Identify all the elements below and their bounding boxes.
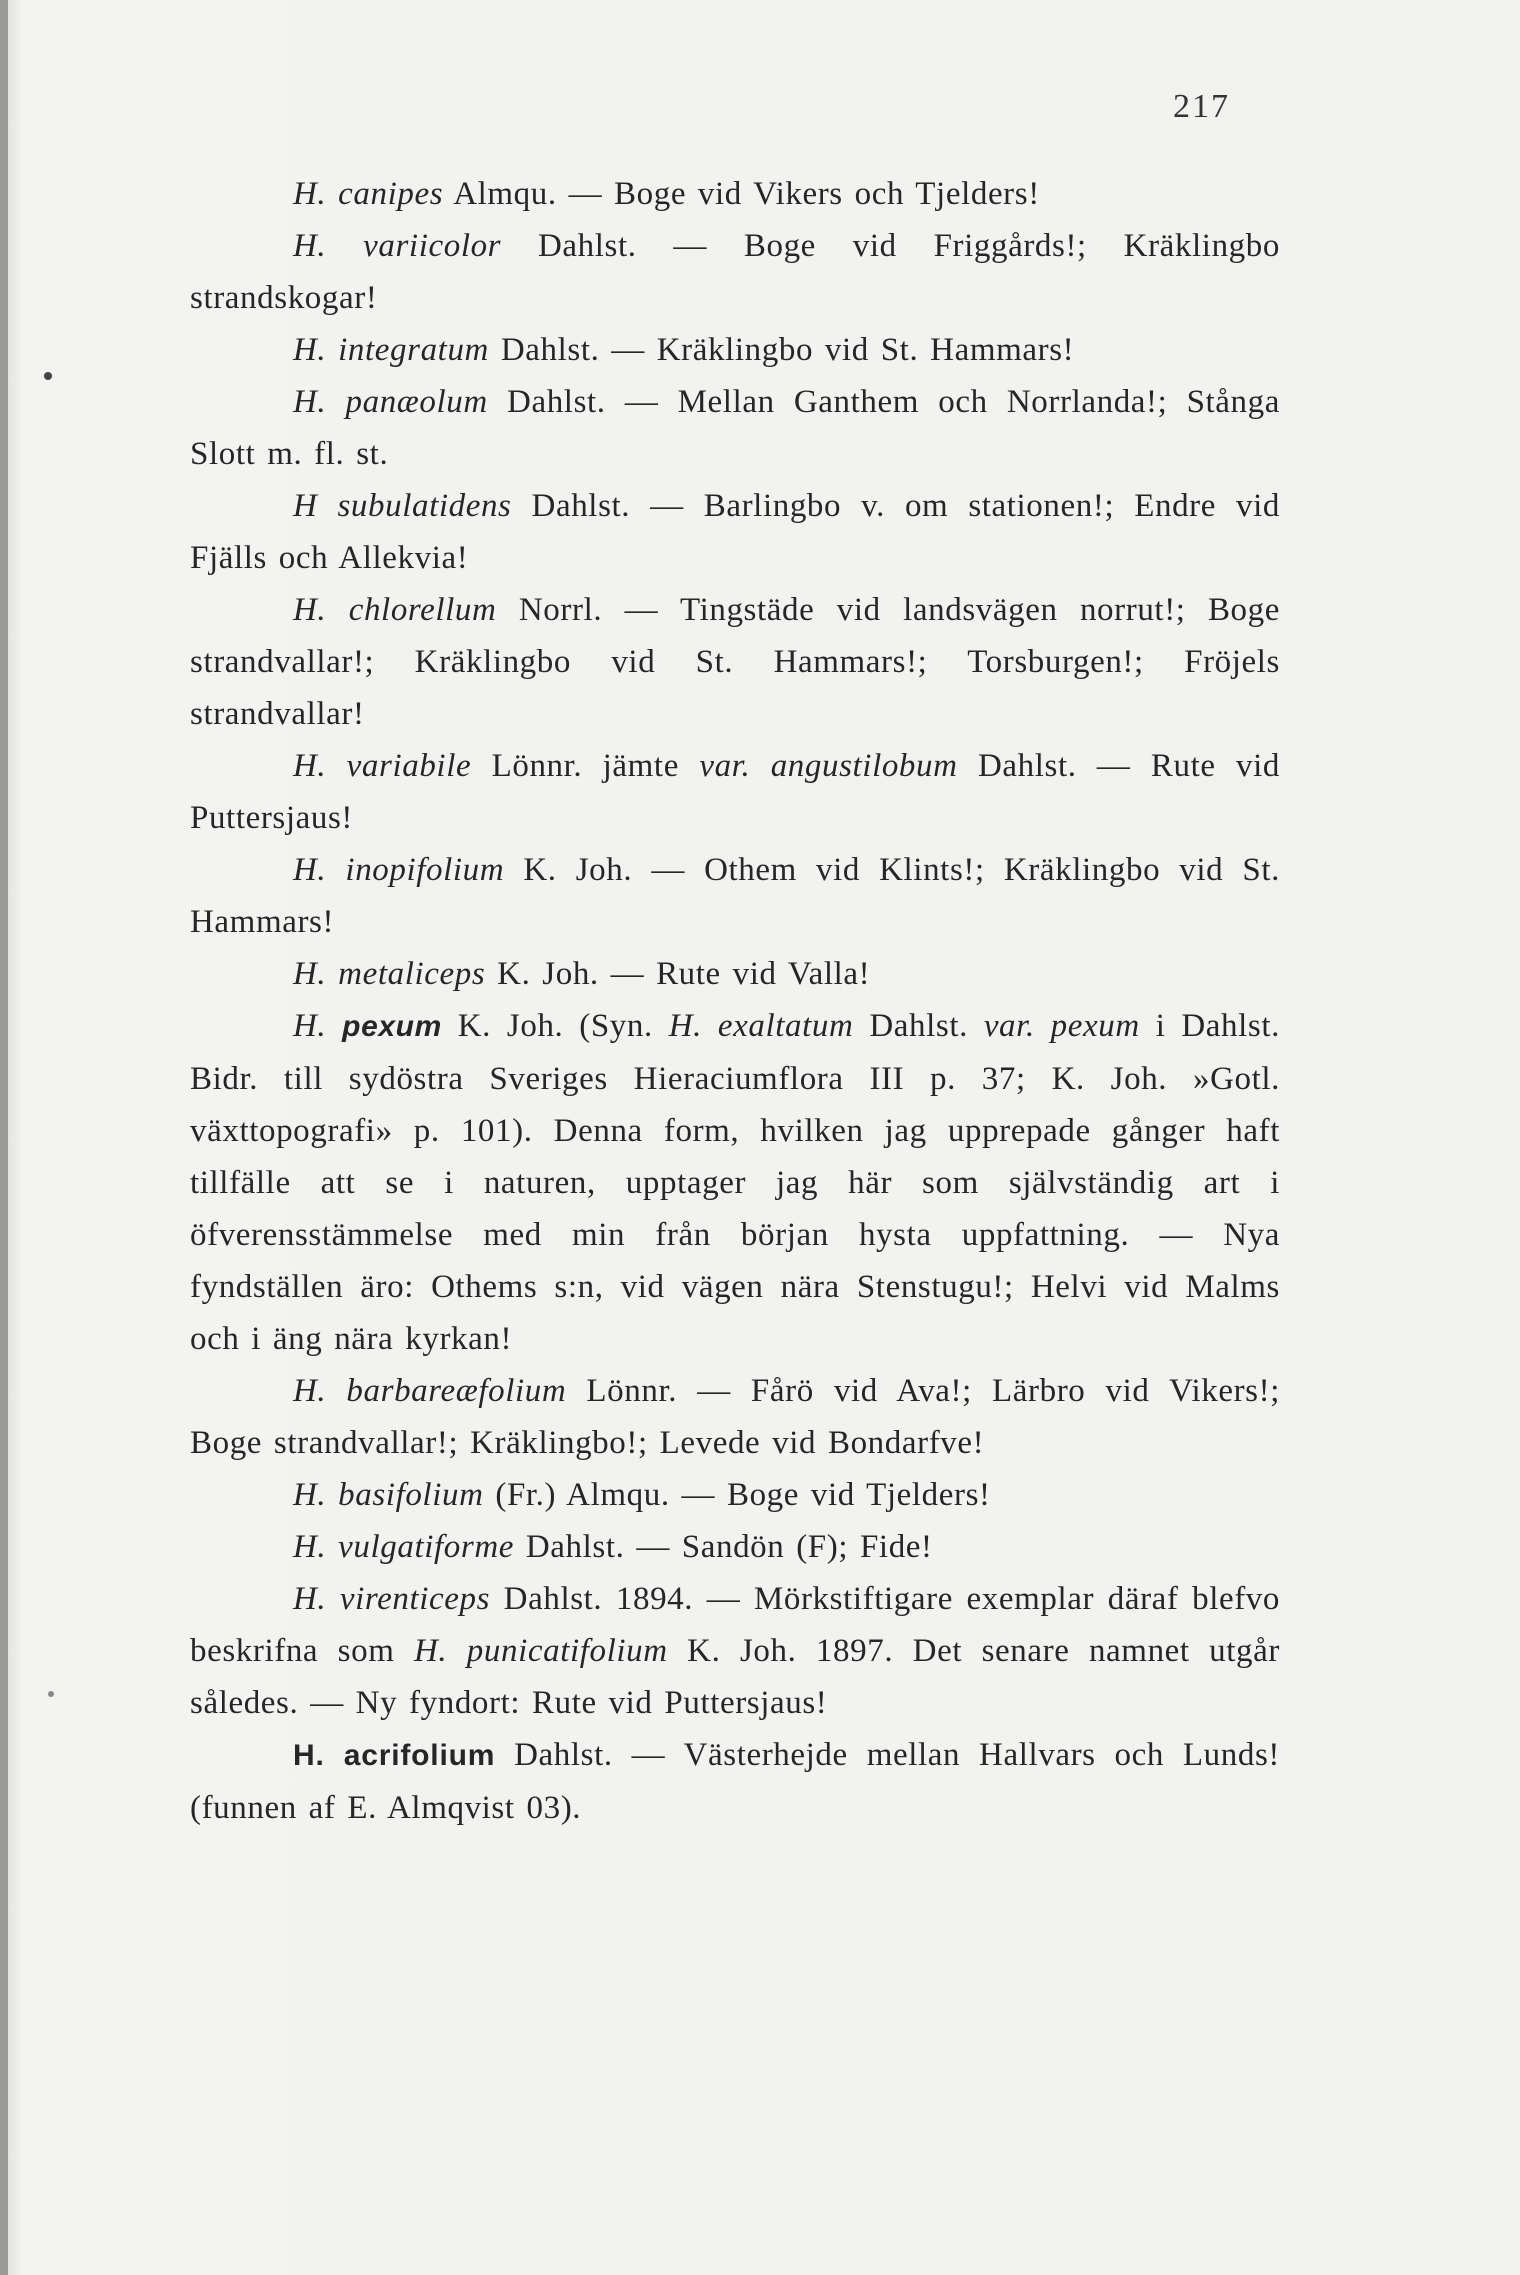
genus: H.	[293, 1373, 327, 1409]
species-name: variabile	[346, 748, 472, 784]
entry-metaliceps	[190, 948, 1280, 1000]
reference-genus: H.	[413, 1633, 448, 1669]
entry-vulgatiforme	[190, 1521, 1280, 1573]
reference-species: punicatifolium	[466, 1633, 668, 1669]
entry-subulatidens	[190, 480, 1280, 584]
species-name: subulatidens	[337, 488, 512, 524]
margin-dot	[44, 372, 52, 380]
species-name: variicolor	[363, 228, 502, 264]
entry-text: Dahlst. — Västerhejde mellan Hallvars och Lunds! (funnen af E. Almqvist 03).	[190, 1737, 1280, 1826]
entry-text: Dahlst. — Barlingbo v. om stationen!; Endre vid Fjälls och Allekvia!	[190, 488, 1280, 576]
species-name: panæolum	[345, 384, 488, 420]
genus: H.	[293, 1008, 327, 1044]
entry-text: (Fr.) Almqu. — Boge vid Tjelders!	[495, 1477, 991, 1513]
species-name: virenticeps	[339, 1581, 491, 1617]
entry-variicolor	[190, 220, 1280, 324]
entry-author: K. Joh. (Syn.	[457, 1008, 653, 1044]
species-name: integratum	[338, 332, 489, 368]
synonym-author: Dahlst.	[869, 1008, 968, 1044]
entry-integratum	[190, 324, 1280, 376]
entry-canipes	[190, 168, 1280, 220]
genus: H.	[293, 956, 327, 992]
species-name: chlorellum	[348, 592, 497, 628]
entry-chlorellum	[190, 584, 1280, 740]
entry-variabile	[190, 740, 1280, 844]
genus: H	[293, 488, 318, 524]
entry-text: Dahlst. — Sandön (F); Fide!	[525, 1529, 933, 1565]
species-name: vulgatiforme	[338, 1529, 514, 1565]
genus: H.	[293, 228, 327, 264]
genus: H.	[293, 592, 327, 628]
page-number: 217	[1173, 88, 1230, 125]
entry-text: Norrl. — Tingstäde vid landsvägen norrut!; Boge strandvallar!; Kräklingbo vid St. Hammars!; Torsburgen!; Fröjels strandvallar!	[190, 592, 1281, 732]
entry-text: Lönnr. — Fårö vid Ava!; Lärbro vid Vikers!; Boge strandvallar!; Kräklingbo!; Levede vid Bondarfve!	[190, 1373, 1280, 1461]
entry-inopifolium	[190, 844, 1280, 948]
entry-text: Dahlst. — Kräklingbo vid St. Hammars!	[500, 332, 1075, 368]
genus: H.	[293, 384, 327, 420]
genus: H.	[293, 176, 327, 212]
species-name: barbareæfolium	[346, 1373, 567, 1409]
genus: H.	[293, 1581, 327, 1617]
main-text	[190, 168, 1280, 1834]
entry-virenticeps	[190, 1573, 1280, 1729]
entry-barbareaefolium	[190, 1365, 1280, 1469]
genus: H.	[293, 748, 327, 784]
entry-pexum	[190, 1000, 1280, 1365]
species-name: H. acrifolium	[293, 1739, 496, 1772]
variety-name: pexum	[1050, 1008, 1140, 1044]
entry-text: Lönnr. jämte	[491, 748, 679, 784]
entry-text: Dahlst. 1894. — Mörkstiftigare exemplar däraf blefvo beskrifna som	[190, 1581, 1280, 1669]
entry-text: Dahlst. — Mellan Ganthem och Norrlanda!; Stånga Slott m. fl. st.	[190, 384, 1281, 472]
book-spine-shadow	[0, 0, 8, 2275]
species-name: canipes	[338, 176, 444, 212]
species-name: inopifolium	[345, 852, 505, 888]
entry-text: i Dahlst. Bidr. till sydöstra Sveriges Hieraciumflora III p. 37; K. Joh. »Gotl. växttopografi» p. 101). Denna form, hvilken jag upprepade gånger haft tillfälle att se i naturen, upptager jag här som självständig art i öfverensstämmelse med min från början hysta uppfattning. — Nya fyndställen äro: Othems s:n, vid vägen nära Stenstugu!; Helvi vid Malms och i äng nära kyrkan!	[190, 1008, 1280, 1357]
variety-marker: var.	[699, 748, 751, 784]
entry-text: Almqu. — Boge vid Vikers och Tjelders!	[453, 176, 1040, 212]
entry-text: Dahlst. — Boge vid Friggårds!; Kräklingbo strandskogar!	[190, 228, 1280, 316]
entry-text: Dahlst. — Rute vid Puttersjaus!	[190, 748, 1280, 836]
synonym-genus: H.	[668, 1008, 703, 1044]
species-name: pexum	[342, 1010, 442, 1043]
genus: H.	[293, 332, 327, 368]
entry-text: K. Joh. — Rute vid Valla!	[497, 956, 871, 992]
entry-basifolium	[190, 1469, 1280, 1521]
entry-text: K. Joh. — Othem vid Klints!; Kräklingbo vid St. Hammars!	[190, 852, 1280, 940]
synonym-species: exaltatum	[717, 1008, 854, 1044]
variety-name: angustilobum	[770, 748, 958, 784]
variety-marker: var.	[983, 1008, 1035, 1044]
genus: H.	[293, 1529, 327, 1565]
entry-panaeolum	[190, 376, 1280, 480]
genus: H.	[293, 852, 327, 888]
margin-dot	[48, 1691, 54, 1697]
entry-text: K. Joh. 1897. Det senare namnet utgår således. — Ny fyndort: Rute vid Puttersjaus!	[190, 1633, 1280, 1721]
species-name: metaliceps	[338, 956, 486, 992]
entry-acrifolium	[190, 1729, 1280, 1834]
species-name: basifolium	[338, 1477, 484, 1513]
genus: H.	[293, 1477, 327, 1513]
